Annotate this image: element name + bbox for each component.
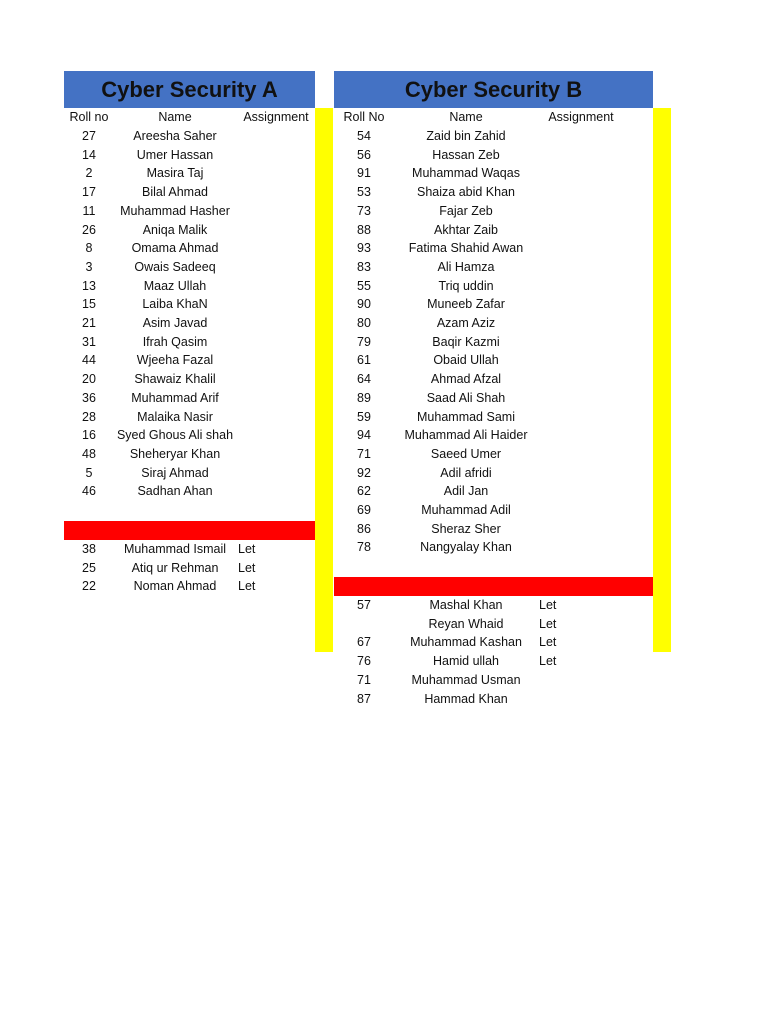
assignment-cell — [539, 520, 623, 539]
assignment-cell — [539, 221, 623, 240]
assignment-cell — [539, 183, 623, 202]
student-name-cell: Wjeeha Fazal — [136, 353, 214, 368]
roll-number-cell: 25 — [82, 560, 96, 575]
student-name-cell: Azam Aziz — [436, 316, 496, 330]
roll-number-cell: 94 — [357, 428, 371, 443]
roll-number-cell: 92 — [357, 465, 371, 480]
roll-number-cell: 79 — [357, 334, 371, 349]
roll-number-cell: 55 — [357, 278, 371, 293]
roll-number-cell: 5 — [85, 465, 93, 480]
student-name-cell: Siraj Ahmad — [141, 465, 209, 480]
assignment-cell: Let — [539, 654, 557, 669]
student-name-cell: Asim Javad — [142, 316, 208, 330]
roll-number-cell: 73 — [357, 203, 371, 218]
student-name-cell: Areesha Saher — [133, 129, 217, 143]
assignment-cell: Let — [539, 635, 557, 650]
student-name-cell: Ahmad Afzal — [430, 372, 502, 387]
student-name-cell: Muhammad Adil — [421, 503, 511, 517]
assignment-cell — [238, 277, 314, 296]
student-name-cell: Zaid bin Zahid — [426, 129, 506, 143]
student-name-cell: Obaid Ullah — [433, 353, 499, 368]
student-name-cell: Muhammad Hasher — [120, 203, 230, 218]
student-name-cell: Muhammad Arif — [131, 390, 219, 405]
roll-number-cell: 59 — [357, 409, 371, 424]
roll-number-cell: 56 — [357, 147, 371, 162]
student-name-cell: Fatima Shahid Awan — [408, 241, 524, 256]
roll-number-cell: 90 — [357, 297, 371, 312]
section-b-yellow-highlight — [653, 108, 671, 652]
roll-number-cell: 86 — [357, 521, 371, 536]
roll-number-cell: 62 — [357, 484, 371, 499]
assignment-cell — [539, 239, 623, 258]
assignment-cell — [238, 127, 314, 146]
assignment-cell — [539, 464, 623, 483]
assignment-cell — [238, 333, 314, 352]
assignment-cell — [539, 127, 623, 146]
student-name-cell: Hammad Khan — [424, 691, 508, 706]
roll-number-cell: 69 — [357, 503, 371, 517]
section-b-title: Cyber Security B — [334, 71, 653, 108]
roll-number-cell: 26 — [82, 222, 96, 237]
student-name-cell: Masira Taj — [146, 166, 204, 181]
student-name-cell: Hamid ullah — [432, 654, 499, 669]
roll-number-cell: 46 — [82, 484, 96, 499]
student-name-cell: Muhammad Ali Haider — [404, 428, 528, 443]
assignment-cell — [539, 501, 623, 520]
assignment-cell — [238, 146, 314, 165]
student-name-cell: Owais Sadeeq — [134, 259, 216, 274]
student-name-cell: Maaz Ullah — [143, 278, 207, 293]
student-name-cell: Syed Ghous Ali shah — [116, 428, 234, 443]
student-name-cell: Malaika Nasir — [137, 409, 213, 424]
roll-number-cell: 11 — [82, 203, 96, 218]
assignment-cell — [238, 239, 314, 258]
roll-number-cell: 21 — [82, 316, 96, 330]
student-name-cell: Muhammad Sami — [417, 409, 515, 424]
assignment-cell — [539, 690, 623, 709]
roll-number-cell: 20 — [82, 372, 96, 387]
roll-number-cell: 71 — [357, 672, 371, 687]
assignment-cell: Let — [238, 542, 256, 556]
roll-number-cell: 3 — [85, 259, 93, 274]
assignment-cell: Let — [238, 560, 256, 575]
roll-number-cell: 15 — [82, 297, 96, 312]
student-name-cell: Sheraz Sher — [431, 521, 501, 536]
assignment-cell — [238, 258, 314, 277]
student-name-cell: Muneeb Zafar — [427, 297, 505, 312]
student-name-cell: Sadhan Ahan — [137, 484, 213, 499]
student-name-cell: Laiba KhaN — [142, 297, 208, 312]
student-name-cell: Triq uddin — [438, 278, 494, 293]
roll-number-cell: 76 — [357, 654, 371, 669]
assignment-cell — [539, 408, 623, 427]
roll-number-cell: 87 — [357, 691, 371, 706]
assignment-cell: Let — [539, 598, 557, 612]
student-name-cell: Muhammad Usman — [411, 672, 521, 687]
assignment-cell — [539, 202, 623, 221]
assignment-cell — [539, 370, 623, 389]
assignment-cell — [539, 333, 623, 352]
assignment-cell — [539, 295, 623, 314]
roll-number-cell: 88 — [357, 222, 371, 237]
assignment-cell — [539, 389, 623, 408]
student-name-cell: Omama Ahmad — [131, 241, 219, 256]
student-name-cell: Baqir Kazmi — [432, 334, 500, 349]
student-name-cell: Muhammad Waqas — [412, 166, 520, 181]
assignment-cell — [238, 426, 314, 445]
assignment-cell — [238, 370, 314, 389]
roll-number-cell: 38 — [82, 542, 96, 556]
student-name-cell: Reyan Whaid — [428, 616, 504, 631]
roll-number-cell: 36 — [82, 390, 96, 405]
student-name-cell: Atiq ur Rehman — [131, 560, 219, 575]
roll-number-cell: 28 — [82, 409, 96, 424]
roll-number-cell: 8 — [85, 241, 93, 256]
assignment-cell — [238, 202, 314, 221]
section-b-red-separator — [334, 577, 653, 596]
student-name-cell: Fajar Zeb — [439, 203, 493, 218]
roll-number-cell: 17 — [82, 185, 96, 200]
roll-number-cell: 61 — [357, 353, 371, 368]
assignment-cell — [238, 464, 314, 483]
assignment-cell — [238, 164, 314, 183]
roll-number-cell: 31 — [82, 334, 96, 349]
section-a-yellow-highlight — [315, 108, 333, 652]
column-header-name: Name — [158, 110, 192, 124]
student-name-cell: Adil Jan — [443, 484, 489, 499]
column-header-name: Name — [449, 110, 483, 124]
roll-number-cell: 2 — [85, 166, 93, 181]
student-name-cell: Shawaiz Khalil — [134, 372, 216, 387]
assignment-cell — [238, 351, 314, 370]
roll-number-cell: 78 — [357, 540, 371, 555]
student-name-cell: Aniqa Malik — [142, 222, 208, 237]
student-name-cell: Saad Ali Shah — [426, 390, 506, 405]
student-name-cell: Mashal Khan — [429, 598, 503, 612]
assignment-cell — [238, 295, 314, 314]
roll-number-cell: 53 — [357, 185, 371, 200]
assignment-cell — [539, 258, 623, 277]
section-a-title: Cyber Security A — [64, 71, 315, 108]
assignment-cell — [238, 221, 314, 240]
roll-number-cell: 22 — [82, 579, 96, 594]
roll-number-cell: 14 — [82, 147, 96, 162]
assignment-cell — [539, 351, 623, 370]
roll-number-cell: 54 — [357, 129, 371, 143]
assignment-cell — [539, 164, 623, 183]
roll-number-cell: 91 — [357, 166, 371, 181]
roll-number-cell: 27 — [82, 129, 96, 143]
roll-number-cell: 57 — [357, 598, 371, 612]
assignment-cell — [539, 314, 623, 333]
assignment-cell — [238, 389, 314, 408]
assignment-cell — [539, 426, 623, 445]
column-header-roll: Roll No — [343, 110, 385, 124]
student-name-cell: Saeed Umer — [430, 446, 502, 461]
column-header-assignment: Assignment — [243, 110, 309, 124]
roll-number-cell: 13 — [82, 278, 96, 293]
assignment-cell: Let — [238, 579, 256, 594]
roll-number-cell: 16 — [82, 428, 96, 443]
roll-number-cell: 44 — [82, 353, 96, 368]
assignment-cell — [539, 482, 623, 501]
student-name-cell: Hassan Zeb — [432, 147, 500, 162]
student-name-cell: Ali Hamza — [437, 259, 495, 274]
column-header-assignment: Assignment — [548, 110, 614, 124]
roll-number-cell: 71 — [357, 446, 371, 461]
assignment-cell — [238, 445, 314, 464]
section-a-red-separator — [64, 521, 315, 540]
assignment-cell — [539, 146, 623, 165]
roll-number-cell: 67 — [357, 635, 371, 650]
student-name-cell: Shaiza abid Khan — [417, 185, 515, 200]
roll-number-cell: 89 — [357, 390, 371, 405]
roll-number-cell: 93 — [357, 241, 371, 256]
student-name-cell: Muhammad Kashan — [410, 635, 522, 650]
student-name-cell: Adil afridi — [440, 465, 492, 480]
student-name-cell: Noman Ahmad — [133, 579, 217, 594]
assignment-cell — [238, 482, 314, 501]
assignment-cell — [539, 445, 623, 464]
assignment-cell — [238, 314, 314, 333]
roll-number-cell: 80 — [357, 316, 371, 330]
assignment-cell — [539, 538, 623, 557]
roll-number-cell — [334, 615, 394, 634]
assignment-cell: Let — [539, 616, 557, 631]
student-name-cell: Ifrah Qasim — [142, 334, 208, 349]
assignment-cell — [238, 408, 314, 427]
roll-number-cell: 83 — [357, 259, 371, 274]
student-name-cell: Akhtar Zaib — [434, 222, 498, 237]
roll-number-cell: 48 — [82, 446, 96, 461]
student-name-cell: Nangyalay Khan — [420, 540, 512, 555]
student-name-cell: Bilal Ahmad — [141, 185, 208, 200]
student-name-cell: Umer Hassan — [136, 147, 214, 162]
student-name-cell: Sheheryar Khan — [129, 446, 221, 461]
assignment-cell — [238, 183, 314, 202]
assignment-cell — [539, 671, 623, 690]
student-name-cell: Muhammad Ismail — [123, 542, 227, 556]
column-header-roll: Roll no — [69, 110, 109, 124]
assignment-cell — [539, 277, 623, 296]
roll-number-cell: 64 — [357, 372, 371, 387]
